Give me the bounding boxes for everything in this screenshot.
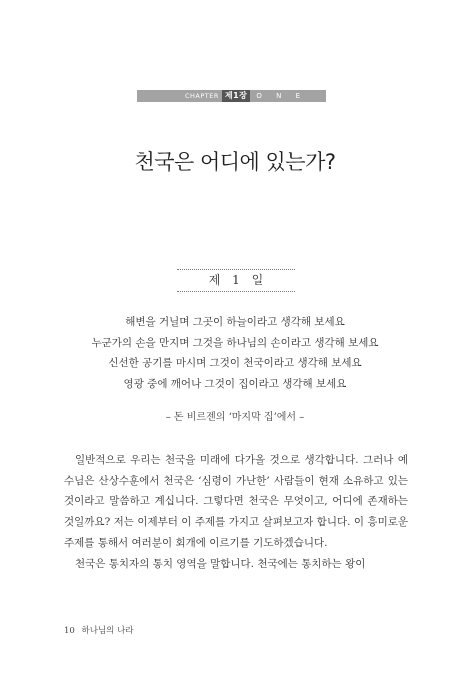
paragraph: 천국은 통치자의 통치 영역을 말합니다. 천국에는 통치하는 왕이 (75, 557, 366, 570)
day-heading: 제 1 일 (177, 269, 295, 292)
running-title: 하나님의 나라 (81, 626, 134, 636)
page-number: 10 (64, 626, 75, 636)
chapter-word: O N E (256, 92, 307, 100)
paragraph: 일반적으로 우리는 천국을 미래에 다가올 것으로 생각합니다. 그러나 예수님은 산상수훈에서 천국은 ‘심령이 가난한’ 사람들이 현재 소유하고 있는 것이라고 말씀하고 계십니다. 그렇다면 천국은 무엇이고, 어디에 존재하는 것일까요? 저는 이제부터 이 주제를 가지고 살펴보고자 합니다. 이 흥미로운 주제를 통해서 여러분이 회개에 이르기를 기도하겠습니다. (64, 454, 408, 549)
page-title: 천국은 어디에 있는가? (134, 150, 336, 174)
poem-line: 해변을 거닐며 그곳이 하늘이라고 생각해 보세요 (125, 316, 345, 328)
poem-line: 신선한 공기를 마시며 그것이 천국이라고 생각해 보세요 (108, 357, 362, 369)
page-footer (64, 624, 134, 636)
poem-line: 영광 중에 깨어나 그것이 집이라고 생각해 보세요 (123, 377, 347, 390)
body-text (64, 450, 408, 574)
poem-line: 누군가의 손을 만지며 그것을 하나님의 손이라고 생각해 보세요 (91, 336, 379, 349)
poem (0, 312, 470, 394)
poem-attribution: – 돈 비르젠의 ‘마지막 집’에서 – (165, 412, 305, 423)
chapter-label: CHAPTER (185, 92, 219, 100)
chapter-banner (137, 90, 326, 102)
chapter-number: 제1장 (222, 90, 251, 102)
